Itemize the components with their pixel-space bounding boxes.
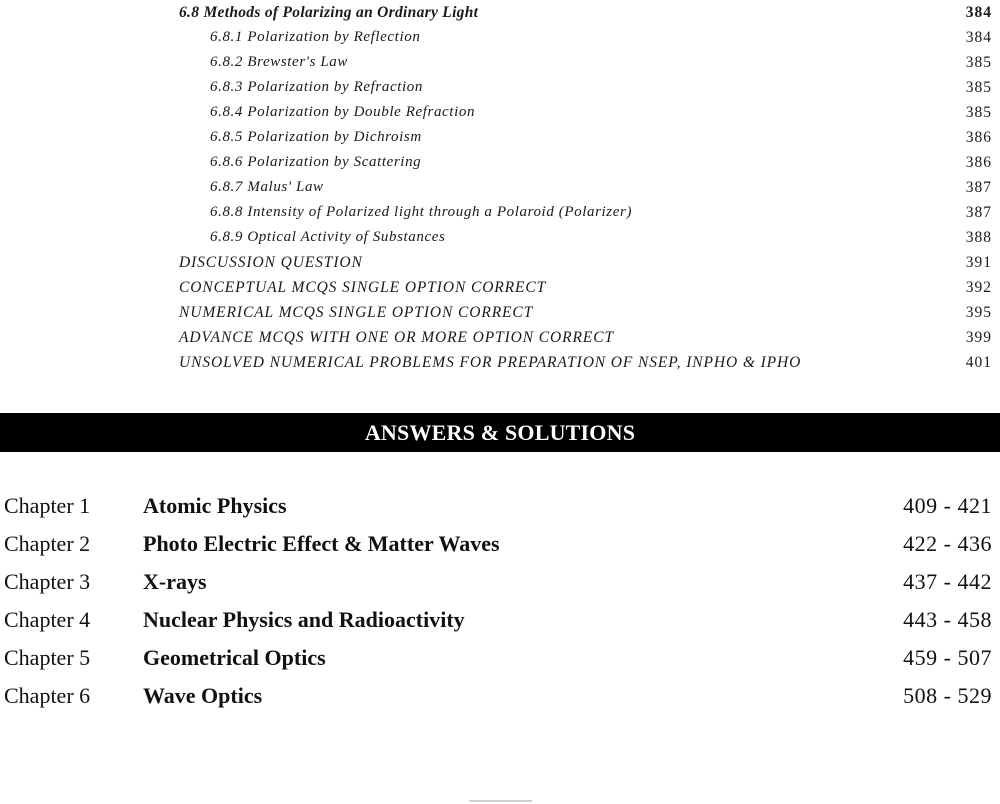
footer-rule [469,800,532,802]
answers-and-solutions-banner [0,413,1000,452]
chapter-page-range: 437 - 442 [903,569,992,594]
toc-entry[interactable] [0,100,1000,125]
chapter-title: X-rays [143,569,207,594]
chapter-page-range: 459 - 507 [903,645,992,670]
table-of-contents [0,0,1000,375]
toc-entry[interactable] [0,175,1000,200]
toc-entry-page-number: 401 [965,354,992,371]
toc-entry[interactable] [0,325,1000,350]
chapter-title: Nuclear Physics and Radioactivity [143,607,465,632]
toc-entry[interactable] [0,275,1000,300]
toc-entry-label: DISCUSSION QUESTION [179,254,363,271]
chapter-number: Chapter 4 [4,607,91,632]
toc-entry-page-number: 385 [965,79,992,96]
toc-entry-page-number: 385 [965,104,992,121]
toc-entry-label: 6.8.9 Optical Activity of Substances [210,229,446,245]
toc-entry-page-number: 392 [965,279,992,296]
toc-entry[interactable] [0,250,1000,275]
toc-entry[interactable] [0,150,1000,175]
chapter-row[interactable] [0,487,1000,525]
toc-entry[interactable] [0,125,1000,150]
toc-entry-page-number: 384 [965,29,992,46]
toc-entry[interactable] [0,350,1000,375]
chapter-number: Chapter 2 [4,531,91,556]
chapter-row[interactable] [0,525,1000,563]
toc-entry[interactable] [0,50,1000,75]
toc-entry-page-number: 386 [965,154,992,171]
toc-entry-label: 6.8.1 Polarization by Reflection [210,29,421,45]
toc-entry-page-number: 387 [965,204,992,221]
toc-entry-page-number: 391 [965,254,992,271]
toc-entry-label: 6.8.4 Polarization by Double Refraction [210,104,476,120]
toc-entry-page-number: 387 [965,179,992,196]
chapter-title: Wave Optics [143,683,263,708]
chapter-row[interactable] [0,639,1000,677]
toc-entry-label: 6.8 Methods of Polarizing an Ordinary Light [179,4,479,21]
toc-entry-label: 6.8.6 Polarization by Scattering [210,154,422,170]
toc-entry-label: 6.8.5 Polarization by Dichroism [210,129,422,145]
toc-entry-page-number: 386 [965,129,992,146]
toc-entry-page-number: 399 [965,329,992,346]
toc-entry-label: NUMERICAL MCQS SINGLE OPTION CORRECT [179,304,534,321]
toc-entry-page-number: 395 [965,304,992,321]
chapter-page-range: 409 - 421 [903,493,992,518]
chapter-page-range: 422 - 436 [903,531,992,556]
banner-title: ANSWERS & SOLUTIONS [364,419,636,445]
chapter-title: Atomic Physics [143,493,287,518]
toc-entry[interactable] [0,0,1000,25]
chapter-number: Chapter 1 [4,493,91,518]
toc-entry-page-number: 384 [965,4,992,21]
toc-entry-page-number: 385 [965,54,992,71]
chapter-title: Photo Electric Effect & Matter Waves [143,531,500,556]
toc-entry-label: 6.8.7 Malus' Law [210,179,324,195]
chapter-page-range: 508 - 529 [903,683,992,708]
chapter-page-range: 443 - 458 [903,607,992,632]
chapter-number: Chapter 5 [4,645,91,670]
toc-entry[interactable] [0,225,1000,250]
toc-entry-label: 6.8.2 Brewster's Law [210,54,348,70]
chapter-title: Geometrical Optics [143,645,326,670]
toc-entry[interactable] [0,75,1000,100]
chapter-number: Chapter 3 [4,569,91,594]
toc-entry-label: UNSOLVED NUMERICAL PROBLEMS FOR PREPARATION OF NSEP, INPHO & IPHO [179,354,802,371]
toc-entry-label: 6.8.3 Polarization by Refraction [210,79,423,95]
chapter-row[interactable] [0,601,1000,639]
toc-entry-label: ADVANCE MCQS WITH ONE OR MORE OPTION CORRECT [179,329,614,346]
toc-entry[interactable] [0,25,1000,50]
chapter-row[interactable] [0,563,1000,601]
chapter-list [0,487,1000,715]
toc-entry-label: 6.8.8 Intensity of Polarized light through a Polaroid (Polarizer) [210,204,633,220]
toc-entry[interactable] [0,300,1000,325]
toc-entry-page-number: 388 [965,229,992,246]
chapter-number: Chapter 6 [4,683,91,708]
toc-entry[interactable] [0,200,1000,225]
chapter-row[interactable] [0,677,1000,715]
toc-entry-label: CONCEPTUAL MCQS SINGLE OPTION CORRECT [179,279,547,296]
